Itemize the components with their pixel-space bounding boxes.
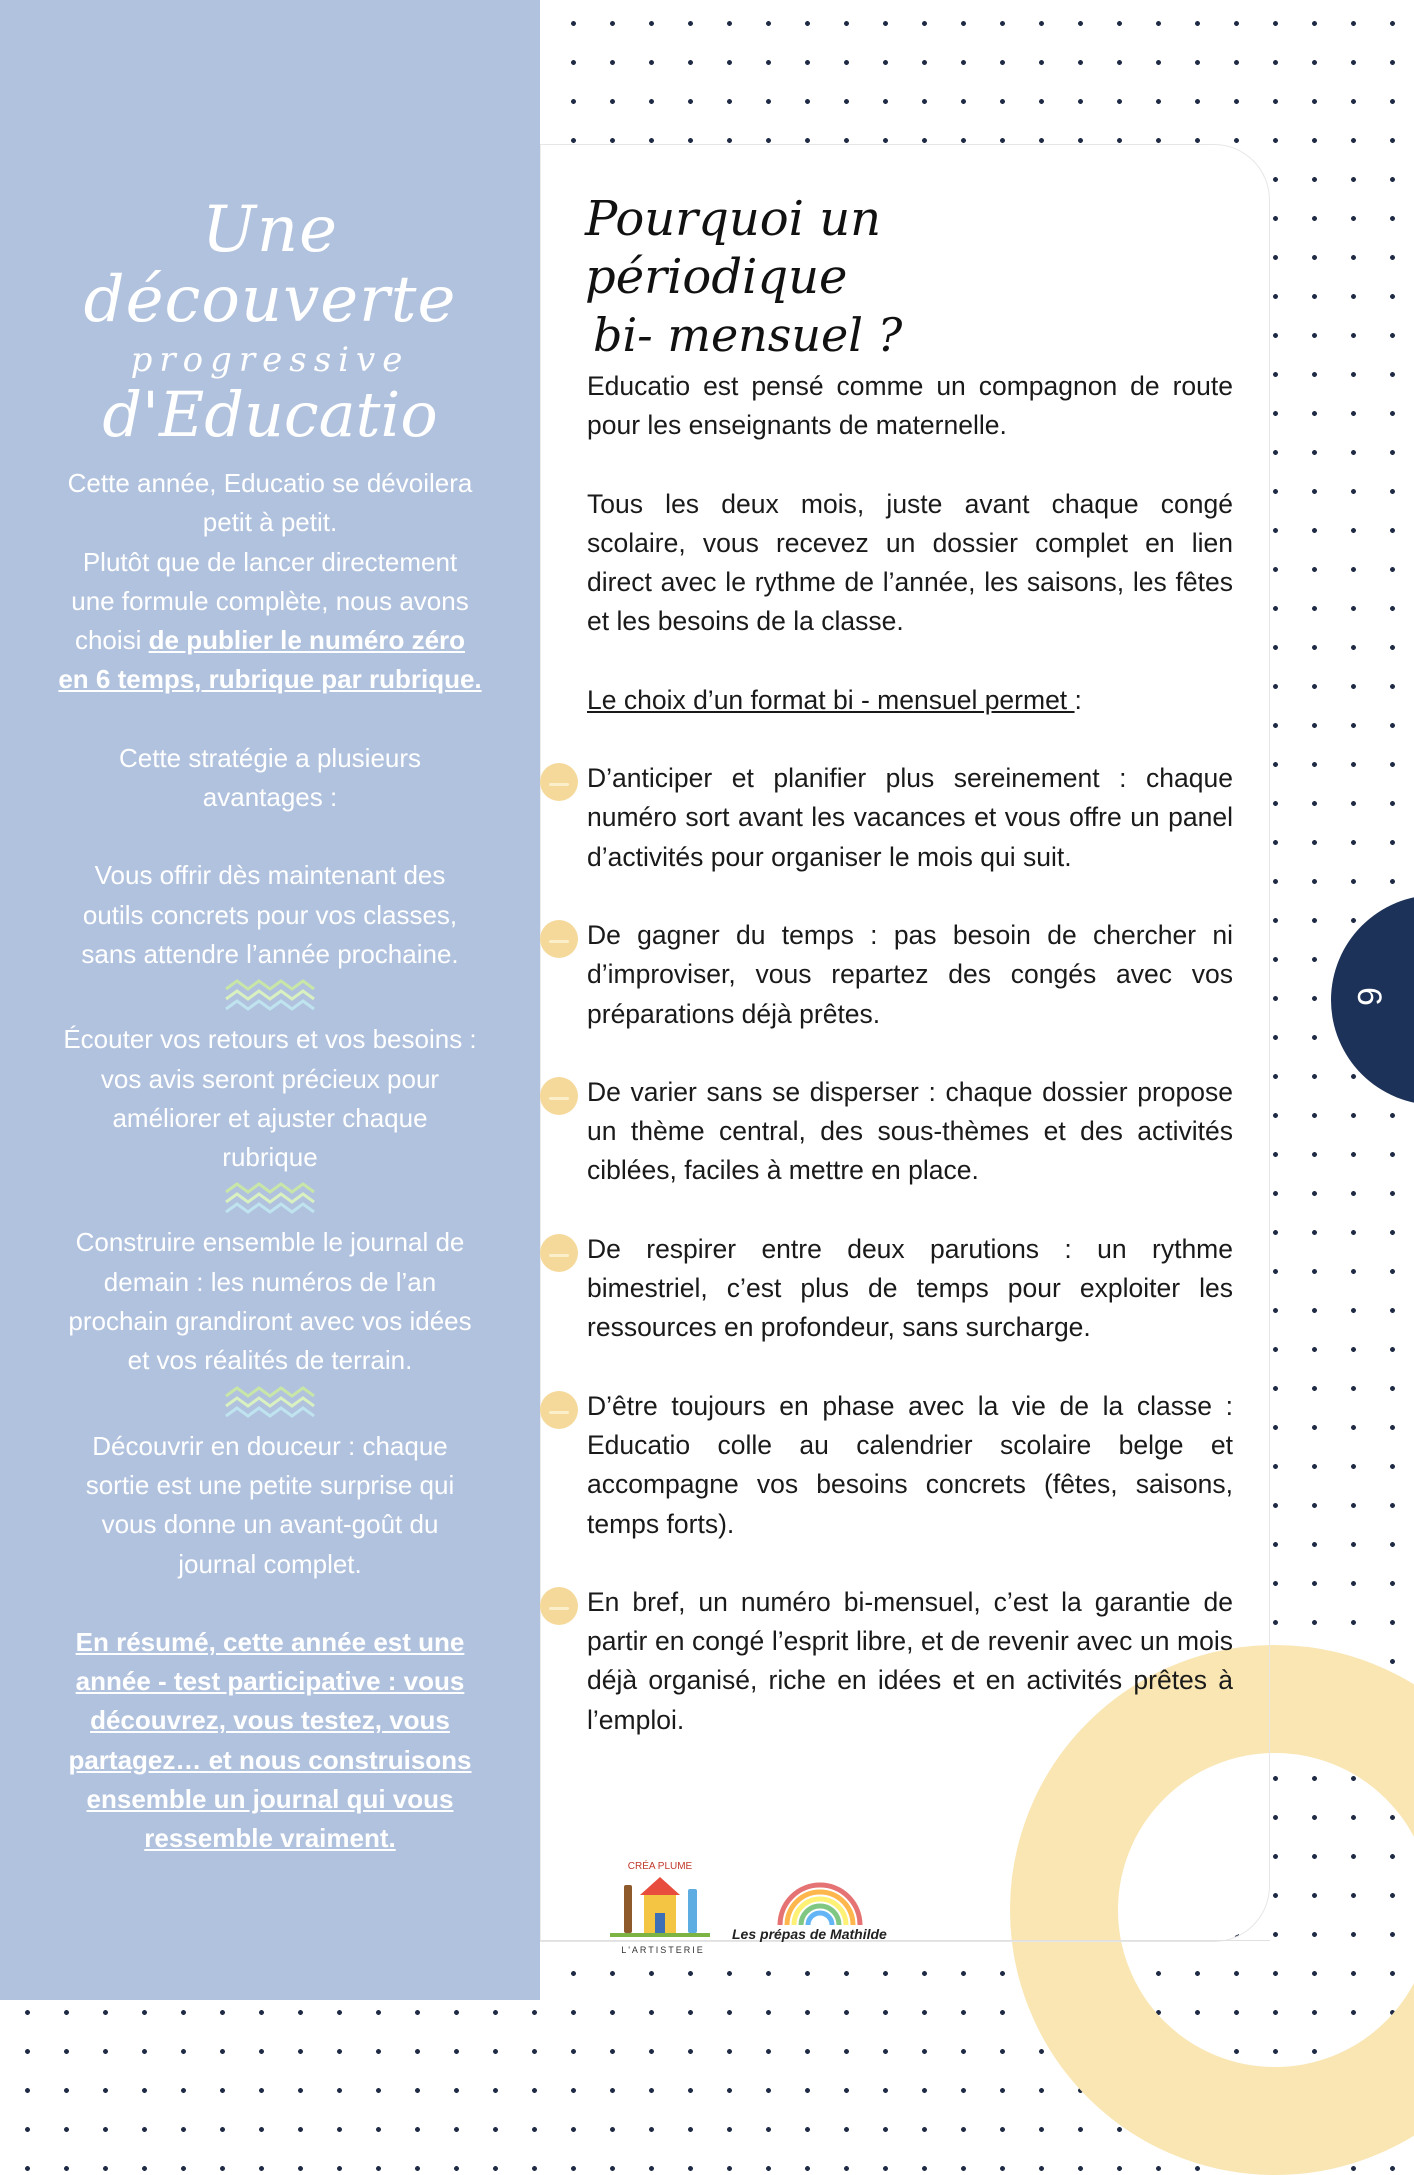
logo2-text: Les prépas de Mathilde: [732, 1926, 887, 1942]
advantage-line: Construire ensemble le journal de: [75, 1227, 465, 1258]
bullet-text: D’être toujours en phase avec la vie de la classe : Educatio colle au calendrier scolaire belge et accompagne vos besoins concrets (fêtes, saisons, temps forts).: [587, 1390, 1233, 1539]
advantage-line: Découvrir en douceur : chaque: [92, 1430, 448, 1461]
card-paragraph: Educatio est pensé comme un compagnon de route pour les enseignants de maternelle.: [587, 371, 1233, 441]
left-text: [30, 464, 510, 1859]
bullet-item: [587, 1387, 1233, 1544]
advantage-line: sortie est une petite surprise qui: [85, 1469, 455, 1500]
intro-line: [30, 621, 510, 660]
choice-heading-underlined: Le choix d’un format bi - mensuel permet: [587, 684, 1075, 715]
card-title-line1: Pourquoi un périodique: [585, 191, 882, 305]
bullet-dot-icon: [540, 1587, 578, 1625]
advantage-line: vous donne un avant-goût du: [101, 1509, 439, 1540]
intro-line: Cette année, Educatio se dévoilera: [67, 468, 473, 498]
footer-logos: [600, 1855, 930, 1965]
advantage-line: journal complet.: [178, 1548, 362, 1579]
bullet-text: De respirer entre deux parutions : un rythme bimestriel, c’est plus de temps pour exploiter les ressources en profondeur, sans surcharge.: [587, 1233, 1233, 1343]
logo1-arc-text: CRÉA PLUME: [627, 1861, 693, 1872]
summary-line: ensemble un journal qui vous: [86, 1784, 454, 1815]
left-title-line1: Une découverte: [83, 193, 457, 338]
choice-heading: [587, 681, 1233, 720]
zigzag-divider-icon: [224, 977, 316, 1017]
intro-line: Plutôt que de lancer directement: [82, 546, 458, 577]
advantage-line: prochain grandiront avec vos idées: [68, 1306, 472, 1337]
advantage-line: outils concrets pour vos classes,: [82, 899, 458, 930]
advantage-line: et vos réalités de terrain.: [127, 1345, 413, 1376]
left-title-line2: progressive: [130, 339, 410, 380]
bullet-text: De gagner du temps : pas besoin de chercher ni d’improviser, vous repartez des congés avec vos préparations déjà prêtes.: [587, 919, 1233, 1029]
bullet-text: En bref, un numéro bi-mensuel, c’est la garantie de partir en congé l’esprit libre, et de revenir avec un mois déjà organisé, riche en idées et en activités prêtes à l’emploi.: [587, 1586, 1233, 1735]
bullet-dot-icon: [540, 1077, 578, 1115]
summary-line: découvrez, vous testez, vous: [90, 1705, 450, 1736]
advantage-line: vos avis seront précieux pour: [100, 1063, 440, 1094]
left-title-line3: d'Educatio: [102, 378, 438, 452]
advantage-line: sans attendre l’année prochaine.: [81, 938, 459, 969]
bullet-dot-icon: [540, 763, 578, 801]
bullet-item: [587, 1230, 1233, 1348]
intro-emphasis: en 6 temps, rubrique par rubrique.: [58, 664, 482, 695]
logo1-text: L'ARTISTERIE: [621, 1945, 705, 1955]
advantage-line: améliorer et ajuster chaque: [112, 1102, 428, 1133]
card-title: [585, 190, 1105, 364]
advantage-line: Vous offrir dès maintenant des: [94, 860, 446, 891]
bullet-dot-icon: [540, 920, 578, 958]
left-column: [0, 0, 540, 2000]
zigzag-divider-icon: [224, 1384, 316, 1424]
intro-line: une formule complète, nous avons: [71, 585, 469, 616]
zigzag-divider-icon: [224, 1180, 316, 1220]
bullet-text: De varier sans se disperser : chaque dossier propose un thème central, des sous-thèmes et des activités ciblées, faciles à mettre en place.: [587, 1076, 1233, 1186]
intro-line: petit à petit.: [202, 507, 338, 538]
bullet-item: [587, 916, 1233, 1034]
summary-line: En résumé, cette année est une: [75, 1626, 465, 1657]
bullet-item: [587, 1583, 1233, 1740]
bullet-text: D’anticiper et planifier plus sereinement : chaque numéro sort avant les vacances et vous offre un panel d’activités pour organiser le mois qui suit.: [587, 763, 1233, 872]
page-number-tab: [1331, 895, 1414, 1105]
advantage-line: Écouter vos retours et vos besoins :: [63, 1024, 477, 1055]
rainbow-logo-icon: [760, 1877, 880, 1927]
advantage-line: rubrique: [222, 1142, 318, 1173]
summary-line: année - test participative : vous: [75, 1666, 465, 1697]
card-text: [587, 367, 1233, 1740]
strategy-line: Cette stratégie a plusieurs: [118, 742, 422, 773]
intro-emphasis: de publier le numéro zéro: [148, 625, 466, 656]
bullet-dot-icon: [540, 1234, 578, 1272]
card-paragraph: Tous les deux mois, juste avant chaque congé scolaire, vous recevez un dossier complet en lien direct avec le rythme de l’année, les saisons, les fêtes et les besoins de la classe.: [587, 488, 1233, 637]
bullet-item: [587, 759, 1233, 877]
strategy-line: avantages :: [202, 782, 338, 813]
left-title: [40, 193, 500, 452]
summary-line: ressemble vraiment.: [144, 1823, 396, 1854]
intro-text: choisi: [74, 625, 149, 656]
choice-heading-colon: :: [1074, 684, 1082, 715]
summary-line: partagez… et nous construisons: [68, 1744, 472, 1775]
bullet-dot-icon: [540, 1391, 578, 1429]
advantage-line: demain : les numéros de l’an: [103, 1266, 437, 1297]
bullet-item: [587, 1073, 1233, 1191]
page-number: 6: [1349, 987, 1388, 1006]
card-title-line2: bi- mensuel ?: [593, 308, 903, 362]
